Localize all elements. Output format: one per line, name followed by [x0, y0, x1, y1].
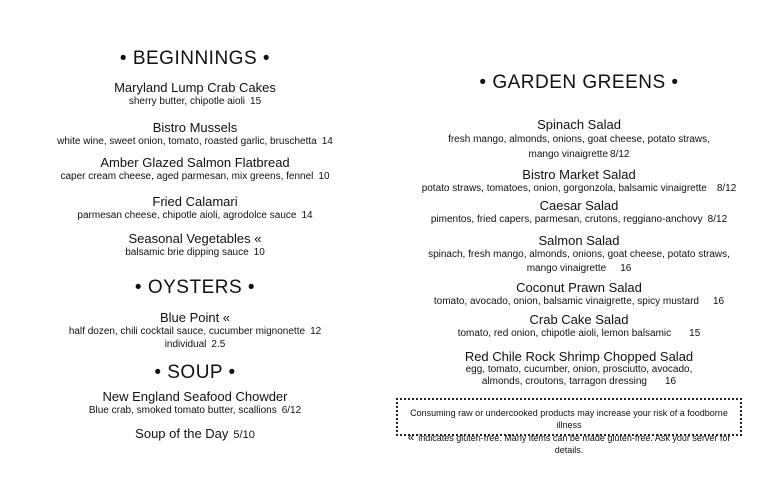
item-price: 6/12	[281, 405, 302, 416]
menu-item	[0, 155, 390, 183]
item-price: 16	[664, 376, 677, 387]
item-price: 12	[310, 326, 322, 337]
item-name: Soup of the Day	[135, 426, 229, 441]
item-desc-line	[0, 95, 390, 108]
notice-text: indicates gluten-free. Many items can be made gluten-free. Ask your server for details.	[418, 433, 731, 455]
gluten-free-symbol-icon: «	[407, 430, 415, 444]
dietary-notice-box	[396, 398, 742, 455]
menu-item	[390, 117, 768, 162]
menu-item	[390, 349, 768, 388]
item-desc-line	[390, 182, 768, 195]
item-price: 2.5	[211, 339, 226, 350]
item-name: Amber Glazed Salmon Flatbread	[100, 155, 290, 170]
item-desc: fresh mango, almonds, onions, goat cheese, potato straws,	[448, 134, 710, 145]
item-name: Spinach Salad	[537, 117, 621, 132]
item-name: Seasonal Vegetables «	[128, 231, 262, 246]
item-desc: mango vinaigrette	[528, 149, 609, 160]
item-price: 8/12	[610, 149, 630, 160]
item-desc-line	[390, 262, 768, 276]
item-desc: caper cream cheese, aged parmesan, mix greens, fennel	[60, 171, 314, 182]
item-desc: white wine, sweet onion, tomato, roasted garlic, bruschetta	[57, 136, 317, 147]
item-desc-line	[0, 209, 390, 222]
section-title-beginnings: • BEGINNINGS •	[119, 48, 271, 69]
item-price: 15	[250, 96, 262, 107]
item-desc: balsamic brie dipping sauce	[125, 247, 249, 258]
item-name: Coconut Prawn Salad	[516, 280, 642, 295]
menu-item	[390, 233, 768, 276]
item-price: 16	[713, 296, 725, 307]
item-desc-line	[390, 295, 768, 308]
item-name: New England Seafood Chowder	[102, 389, 288, 404]
item-name: Salmon Salad	[538, 233, 620, 248]
item-desc: half dozen, chili cocktail sauce, cucumber mignonette	[68, 326, 306, 337]
item-desc-line	[0, 135, 390, 148]
item-name: Red Chile Rock Shrimp Chopped Salad	[464, 349, 694, 364]
item-desc-line	[0, 338, 390, 351]
item-desc-line	[0, 170, 390, 183]
menu-item	[390, 167, 768, 195]
item-name: Bistro Market Salad	[522, 167, 636, 182]
item-name-line	[0, 426, 390, 442]
menu-item	[0, 426, 390, 442]
item-name: Crab Cake Salad	[529, 312, 629, 327]
item-desc-line	[390, 376, 768, 388]
notice-line-raw-food: Consuming raw or undercooked products may increase your risk of a foodborne illness	[410, 408, 728, 430]
item-price: 14	[301, 210, 313, 221]
item-desc: parmesan cheese, chipotle aioli, agrodolce sauce	[77, 210, 297, 221]
item-desc: individual	[164, 339, 207, 350]
section-title-oysters: • OYSTERS •	[134, 277, 256, 298]
item-desc-line	[390, 213, 768, 226]
item-desc: egg, tomato, cucumber, onion, prosciutto, avocado,	[465, 364, 693, 375]
item-desc: tomato, avocado, onion, balsamic vinaigrette, spicy mustard	[433, 296, 699, 307]
menu-item	[0, 80, 390, 108]
item-desc: sherry butter, chipotle aioli	[128, 96, 246, 107]
section-title-garden-greens: • GARDEN GREENS •	[479, 72, 679, 93]
item-name: Maryland Lump Crab Cakes	[114, 80, 276, 95]
item-desc-line	[0, 325, 390, 338]
item-price: 8/12	[716, 183, 737, 194]
menu-item	[0, 310, 390, 351]
item-desc: potato straws, tomatoes, onion, gorgonzola, balsamic vinaigrette	[421, 183, 707, 194]
item-price: 5/10	[233, 429, 255, 441]
item-desc: mango vinaigrette	[526, 263, 607, 274]
item-name: Bistro Mussels	[152, 120, 238, 135]
item-name: Caesar Salad	[539, 198, 619, 213]
menu-item	[0, 120, 390, 148]
item-price: 14	[321, 136, 333, 147]
item-price: 10	[253, 247, 265, 258]
section-title-soup: • SOUP •	[154, 362, 236, 383]
item-desc-line	[0, 404, 390, 417]
item-name: Blue Point «	[159, 310, 231, 325]
item-desc-line	[0, 246, 390, 259]
item-desc: spinach, fresh mango, almonds, onions, goat cheese, potato straws,	[428, 249, 730, 260]
item-price: 10	[318, 171, 330, 182]
menu-item	[390, 198, 768, 226]
menu-item	[390, 312, 768, 340]
item-desc: pimentos, fried capers, parmesan, crutons, reggiano-anchovy	[430, 214, 703, 225]
item-desc-line	[390, 147, 768, 162]
item-price: 8/12	[707, 214, 728, 225]
item-name: Fried Calamari	[152, 194, 238, 209]
item-desc: almonds, croutons, tarragon dressing	[481, 376, 647, 387]
notice-line-gluten-free	[398, 431, 740, 456]
item-desc: tomato, red onion, chipotle aioli, lemon balsamic	[457, 328, 672, 339]
menu-item	[0, 389, 390, 417]
menu-item	[0, 231, 390, 259]
menu-item	[0, 194, 390, 222]
menu-item	[390, 280, 768, 308]
item-price: 15	[689, 328, 701, 339]
item-desc-line	[390, 327, 768, 340]
item-price: 16	[620, 263, 632, 274]
item-desc: Blue crab, smoked tomato butter, scallions	[88, 405, 277, 416]
